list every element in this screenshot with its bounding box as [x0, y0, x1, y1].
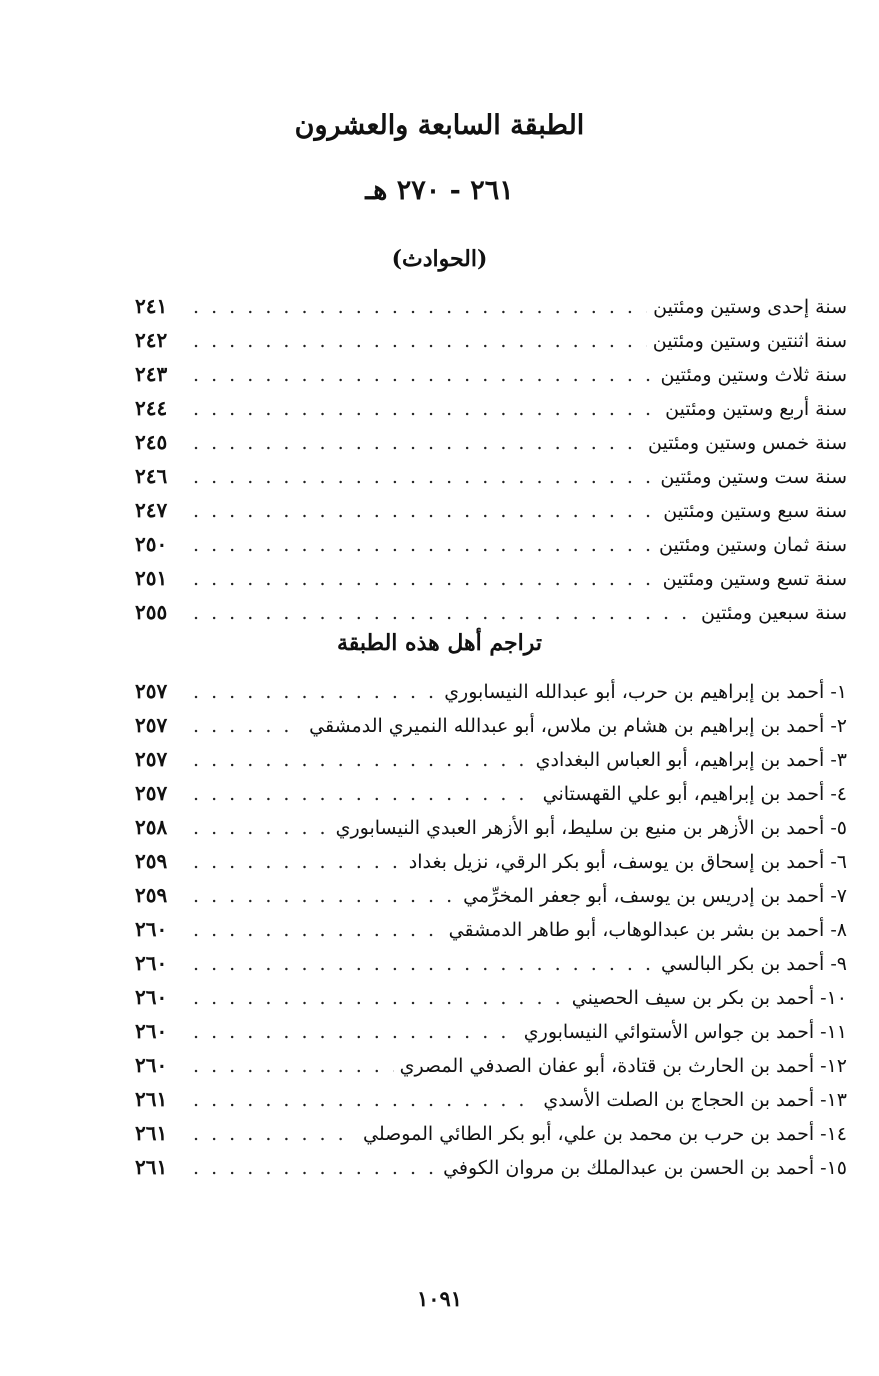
dot-leader	[193, 675, 438, 708]
event-entry	[135, 459, 847, 493]
biography-entry	[135, 1048, 847, 1082]
dot-leader	[193, 562, 657, 595]
entry-page-number: ٢٦٠	[135, 985, 168, 1009]
year-range-heading: ٢٦١ - ٢٧٠ هـ	[365, 175, 514, 206]
event-entry	[135, 595, 847, 629]
dot-leader	[193, 845, 403, 878]
dot-leader	[193, 596, 695, 629]
entry-title: سنة ثمان وستين ومئتين	[658, 534, 847, 556]
dot-leader	[193, 392, 659, 425]
entry-title: سنة ست وستين ومئتين	[660, 466, 847, 488]
biography-entry	[135, 1150, 847, 1184]
entry-title: ١٢- أحمد بن الحارث بن قتادة، أبو عفان الصدفي المصري	[399, 1055, 847, 1077]
dot-leader	[193, 528, 653, 561]
dot-leader	[193, 324, 647, 357]
event-entry	[135, 493, 847, 527]
entry-title: ٢- أحمد بن إبراهيم بن هشام بن ملاس، أبو عبدالله النميري الدمشقي	[309, 715, 847, 737]
dot-leader	[193, 1015, 518, 1048]
biography-entry	[135, 776, 847, 810]
entry-page-number: ٢٤٧	[135, 498, 168, 522]
entry-page-number: ٢٦١	[135, 1155, 168, 1179]
entry-page-number: ٢٤١	[135, 294, 168, 318]
entry-page-number: ٢٦١	[135, 1121, 168, 1145]
dot-leader	[193, 777, 537, 810]
entry-page-number: ٢٤٦	[135, 464, 168, 488]
entry-page-number: ٢٦١	[135, 1087, 168, 1111]
entry-page-number: ٢٥٨	[135, 815, 168, 839]
biography-entry	[135, 1082, 847, 1116]
biography-entry	[135, 742, 847, 776]
event-entry	[135, 425, 847, 459]
dot-leader	[193, 358, 654, 391]
entry-page-number: ٢٥٧	[135, 781, 168, 805]
biography-entry	[135, 912, 847, 946]
entry-title: ١٤- أحمد بن حرب بن محمد بن علي، أبو بكر الطائي الموصلي	[363, 1123, 847, 1145]
event-entry	[135, 289, 847, 323]
entry-title: ٩- أحمد بن بكر البالسي	[661, 953, 847, 975]
event-entry	[135, 561, 847, 595]
page-number: ١٠٩١	[416, 1286, 463, 1311]
dot-leader	[193, 879, 457, 912]
biography-entry	[135, 1116, 847, 1150]
entry-page-number: ٢٦٠	[135, 917, 168, 941]
entry-page-number: ٢٥١	[135, 566, 168, 590]
entry-title: سنة ثلاث وستين ومئتين	[660, 364, 847, 386]
biography-entry	[135, 946, 847, 980]
event-entry	[135, 527, 847, 561]
entry-title: ٨- أحمد بن بشر بن عبدالوهاب، أبو طاهر الدمشقي	[448, 919, 847, 941]
entry-page-number: ٢٦٠	[135, 951, 168, 975]
biography-entry	[135, 1014, 847, 1048]
biography-entry	[135, 878, 847, 912]
entry-title: سنة تسع وستين ومئتين	[662, 568, 847, 590]
biographies-list	[135, 674, 847, 1184]
dot-leader	[193, 426, 642, 459]
entry-title: ١٠- أحمد بن بكر بن سيف الحصيني	[571, 987, 847, 1009]
entry-page-number: ٢٥٩	[135, 883, 168, 907]
entry-title: ٦- أحمد بن إسحاق بن يوسف، أبو بكر الرقي، نزيل بغداد	[408, 851, 847, 873]
entry-page-number: ٢٤٤	[135, 396, 168, 420]
biography-entry	[135, 674, 847, 708]
entry-title: سنة خمس وستين ومئتين	[648, 432, 847, 454]
events-list	[135, 289, 847, 629]
dot-leader	[193, 811, 330, 844]
biography-entry	[135, 810, 847, 844]
entry-page-number: ٢٥٧	[135, 713, 168, 737]
entry-page-number: ٢٤٥	[135, 430, 168, 454]
entry-page-number: ٢٦٠	[135, 1019, 168, 1043]
entry-title: ٣- أحمد بن إبراهيم، أبو العباس البغدادي	[535, 749, 847, 771]
dot-leader	[193, 981, 566, 1014]
dot-leader	[193, 1083, 537, 1116]
event-entry	[135, 323, 847, 357]
entry-title: ٤- أحمد بن إبراهيم، أبو علي القهستاني	[542, 783, 847, 805]
entry-title: ٧- أحمد بن إدريس بن يوسف، أبو جعفر المخرِّمي	[463, 885, 847, 907]
entry-title: سنة اثنتين وستين ومئتين	[652, 330, 847, 352]
dot-leader	[193, 1049, 394, 1082]
dot-leader	[193, 494, 657, 527]
entry-page-number: ٢٥٧	[135, 747, 168, 771]
dot-leader	[193, 1151, 437, 1184]
entry-title: سنة أربع وستين ومئتين	[665, 398, 847, 420]
dot-leader	[193, 947, 655, 980]
entry-title: ١٥- أحمد بن الحسن بن عبدالملك بن مروان الكوفي	[443, 1157, 847, 1179]
dot-leader	[193, 709, 303, 742]
entry-page-number: ٢٤٣	[135, 362, 168, 386]
biographies-heading: تراجم أهل هذه الطبقة	[336, 630, 543, 656]
entry-page-number: ٢٥٥	[135, 600, 168, 624]
biography-entry	[135, 980, 847, 1014]
biography-entry	[135, 844, 847, 878]
entry-page-number: ٢٥٠	[135, 532, 168, 556]
dot-leader	[193, 460, 654, 493]
entry-title: سنة سبعين ومئتين	[701, 602, 847, 624]
dot-leader	[193, 743, 530, 776]
entry-title: ٥- أحمد بن الأزهر بن منيع بن سليط، أبو الأزهر العبدي النيسابوري	[335, 817, 847, 839]
entry-title: سنة سبع وستين ومئتين	[663, 500, 847, 522]
entry-page-number: ٢٦٠	[135, 1053, 168, 1077]
event-entry	[135, 391, 847, 425]
entry-title: ١٣- أحمد بن الحجاج بن الصلت الأسدي	[543, 1089, 847, 1111]
dot-leader	[193, 290, 647, 323]
dot-leader	[193, 1117, 357, 1150]
entry-title: ١١- أحمد بن جواس الأستوائي النيسابوري	[523, 1021, 847, 1043]
chapter-title: الطبقة السابعة والعشرون	[294, 110, 585, 141]
entry-title: سنة إحدى وستين ومئتين	[653, 296, 847, 318]
event-entry	[135, 357, 847, 391]
entry-page-number: ٢٤٢	[135, 328, 168, 352]
entry-page-number: ٢٥٩	[135, 849, 168, 873]
biography-entry	[135, 708, 847, 742]
dot-leader	[193, 913, 443, 946]
entry-page-number: ٢٥٧	[135, 679, 168, 703]
events-heading: (الحوادث)	[391, 246, 488, 272]
entry-title: ١- أحمد بن إبراهيم بن حرب، أبو عبدالله النيسابوري	[444, 681, 847, 703]
